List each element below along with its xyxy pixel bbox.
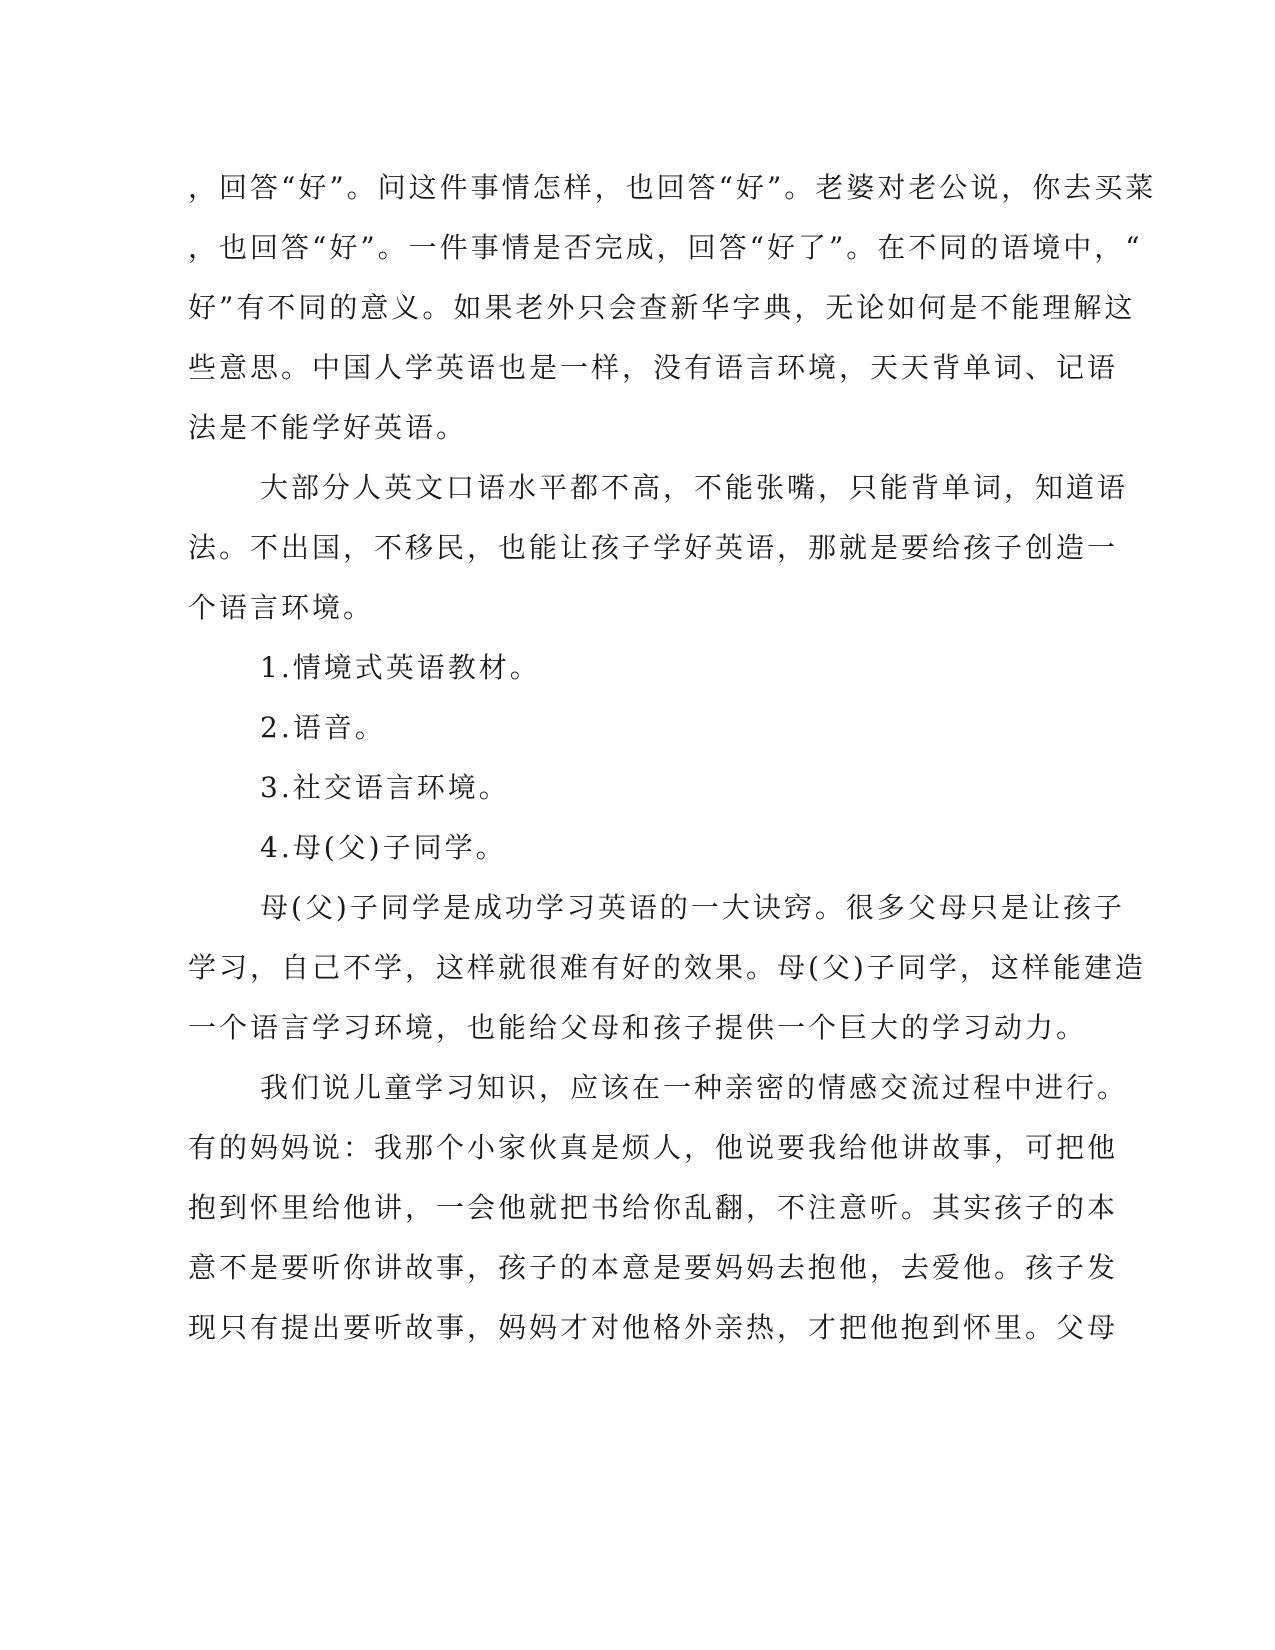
text-line: 法是不能学好英语。 [188,411,468,444]
text-line: 好”有不同的意义。如果老外只会查新华字典，无论如何是不能理解这 [188,291,1136,324]
text-line: 些意思。中国人学英语也是一样，没有语言环境，天天背单词、记语 [188,351,1119,384]
document-body [188,158,1157,1358]
text-line: 意不是要听你讲故事，孩子的本意是要妈妈去抱他，去爱他。孩子发 [188,1251,1119,1284]
text-line: 一个语言学习环境，也能给父母和孩子提供一个巨大的学习动力。 [188,1011,1088,1044]
list-item: 4.母(父)子同学。 [260,831,507,864]
list-item: 3.社交语言环境。 [260,771,510,804]
text-line: ，也回答“好”。一件事情是否完成，回答“好了”。在不同的语境中，“ [188,231,1143,264]
paragraph-first-line: 母(父)子同学是成功学习英语的一大诀窍。很多父母只是让孩子 [260,891,1125,924]
paragraph-first-line: 我们说儿童学习知识，应该在一种亲密的情感交流过程中进行。 [260,1071,1129,1104]
text-line: 法。不出国，不移民，也能让孩子学好英语，那就是要给孩子创造一 [188,531,1119,564]
text-line: ，回答“好”。问这件事情怎样，也回答“好”。老婆对老公说，你去买菜 [188,171,1157,204]
text-line: 有的妈妈说：我那个小家伙真是烦人，他说要我给他讲故事，可把他 [188,1131,1119,1164]
list-item: 2.语音。 [260,711,386,744]
text-line: 现只有提出要听故事，妈妈才对他格外亲热，才把他抱到怀里。父母 [188,1311,1119,1344]
paragraph-first-line: 大部分人英文口语水平都不高，不能张嘴，只能背单词，知道语 [260,471,1129,504]
text-line: 抱到怀里给他讲，一会他就把书给你乱翻，不注意听。其实孩子的本 [188,1191,1119,1224]
list-item: 1.情境式英语教材。 [260,651,541,684]
text-line: 学习，自己不学，这样就很难有好的效果。母(父)子同学，这样能建造 [188,951,1146,984]
text-line: 个语言环境。 [188,591,375,624]
